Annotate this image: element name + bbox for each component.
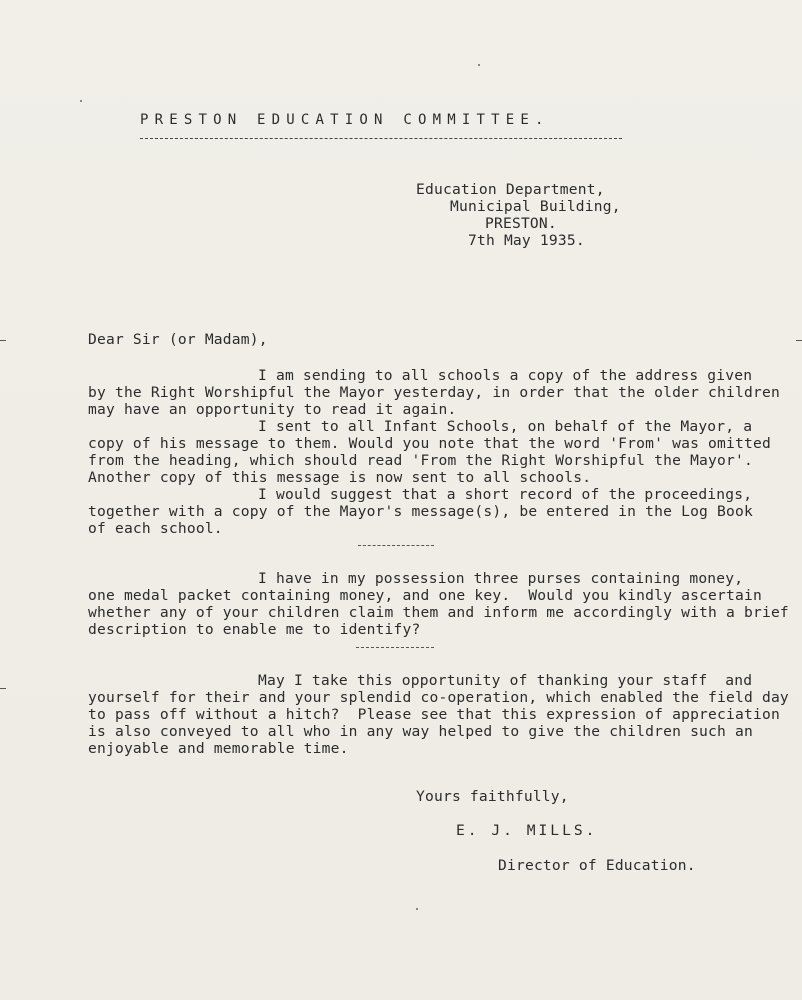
paragraph-line: I have in my possession three purses containing money, — [258, 570, 744, 587]
signatory-title: Director of Education. — [498, 857, 696, 874]
paragraph-line: I would suggest that a short record of the proceedings, — [258, 486, 753, 503]
speck — [478, 64, 480, 66]
section-divider — [358, 545, 434, 546]
edge-mark — [0, 688, 6, 689]
paragraph-line: whether any of your children claim them and inform me accordingly with a brief — [88, 604, 789, 621]
letter-date: 7th May 1935. — [468, 232, 585, 249]
section-divider — [356, 647, 434, 648]
paragraph-line: description to enable me to identify? — [88, 621, 421, 638]
speck — [80, 100, 82, 102]
paragraph-line: May I take this opportunity of thanking your staff and — [258, 672, 753, 689]
paragraph-line: from the heading, which should read 'From the Right Worshipful the Mayor'. — [88, 452, 753, 469]
paragraph-line: Another copy of this message is now sent to all schools. — [88, 469, 592, 486]
letterhead-rule — [140, 138, 622, 139]
speck — [416, 908, 418, 910]
signatory-name: E. J. MILLS. — [456, 822, 598, 839]
paragraph-line: together with a copy of the Mayor's message(s), be entered in the Log Book — [88, 503, 753, 520]
address-line-2: Municipal Building, — [450, 198, 621, 215]
address-line-1: Education Department, — [416, 181, 605, 198]
paragraph-line: of each school. — [88, 520, 223, 537]
paragraph-line: yourself for their and your splendid co-operation, which enabled the field day — [88, 689, 789, 706]
paragraph-line: may have an opportunity to read it again. — [88, 401, 457, 418]
address-line-3: PRESTON. — [485, 215, 557, 232]
paragraph-line: I sent to all Infant Schools, on behalf of the Mayor, a — [258, 418, 753, 435]
paragraph-line: one medal packet containing money, and one key. Would you kindly ascertain — [88, 587, 762, 604]
paragraph-line: enjoyable and memorable time. — [88, 740, 349, 757]
paragraph-line: is also conveyed to all who in any way helped to give the children such an — [88, 723, 753, 740]
valediction: Yours faithfully, — [416, 788, 569, 805]
paragraph-line: by the Right Worshipful the Mayor yesterday, in order that the older children — [88, 384, 780, 401]
paragraph-line: I am sending to all schools a copy of the address given — [258, 367, 753, 384]
paragraph-line: copy of his message to them. Would you note that the word 'From' was omitted — [88, 435, 771, 452]
edge-mark — [0, 340, 6, 341]
letterhead-title: PRESTON EDUCATION COMMITTEE. — [140, 112, 550, 128]
paragraph-line: to pass off without a hitch? Please see that this expression of appreciation — [88, 706, 780, 723]
edge-mark — [796, 340, 802, 341]
salutation: Dear Sir (or Madam), — [88, 331, 268, 348]
